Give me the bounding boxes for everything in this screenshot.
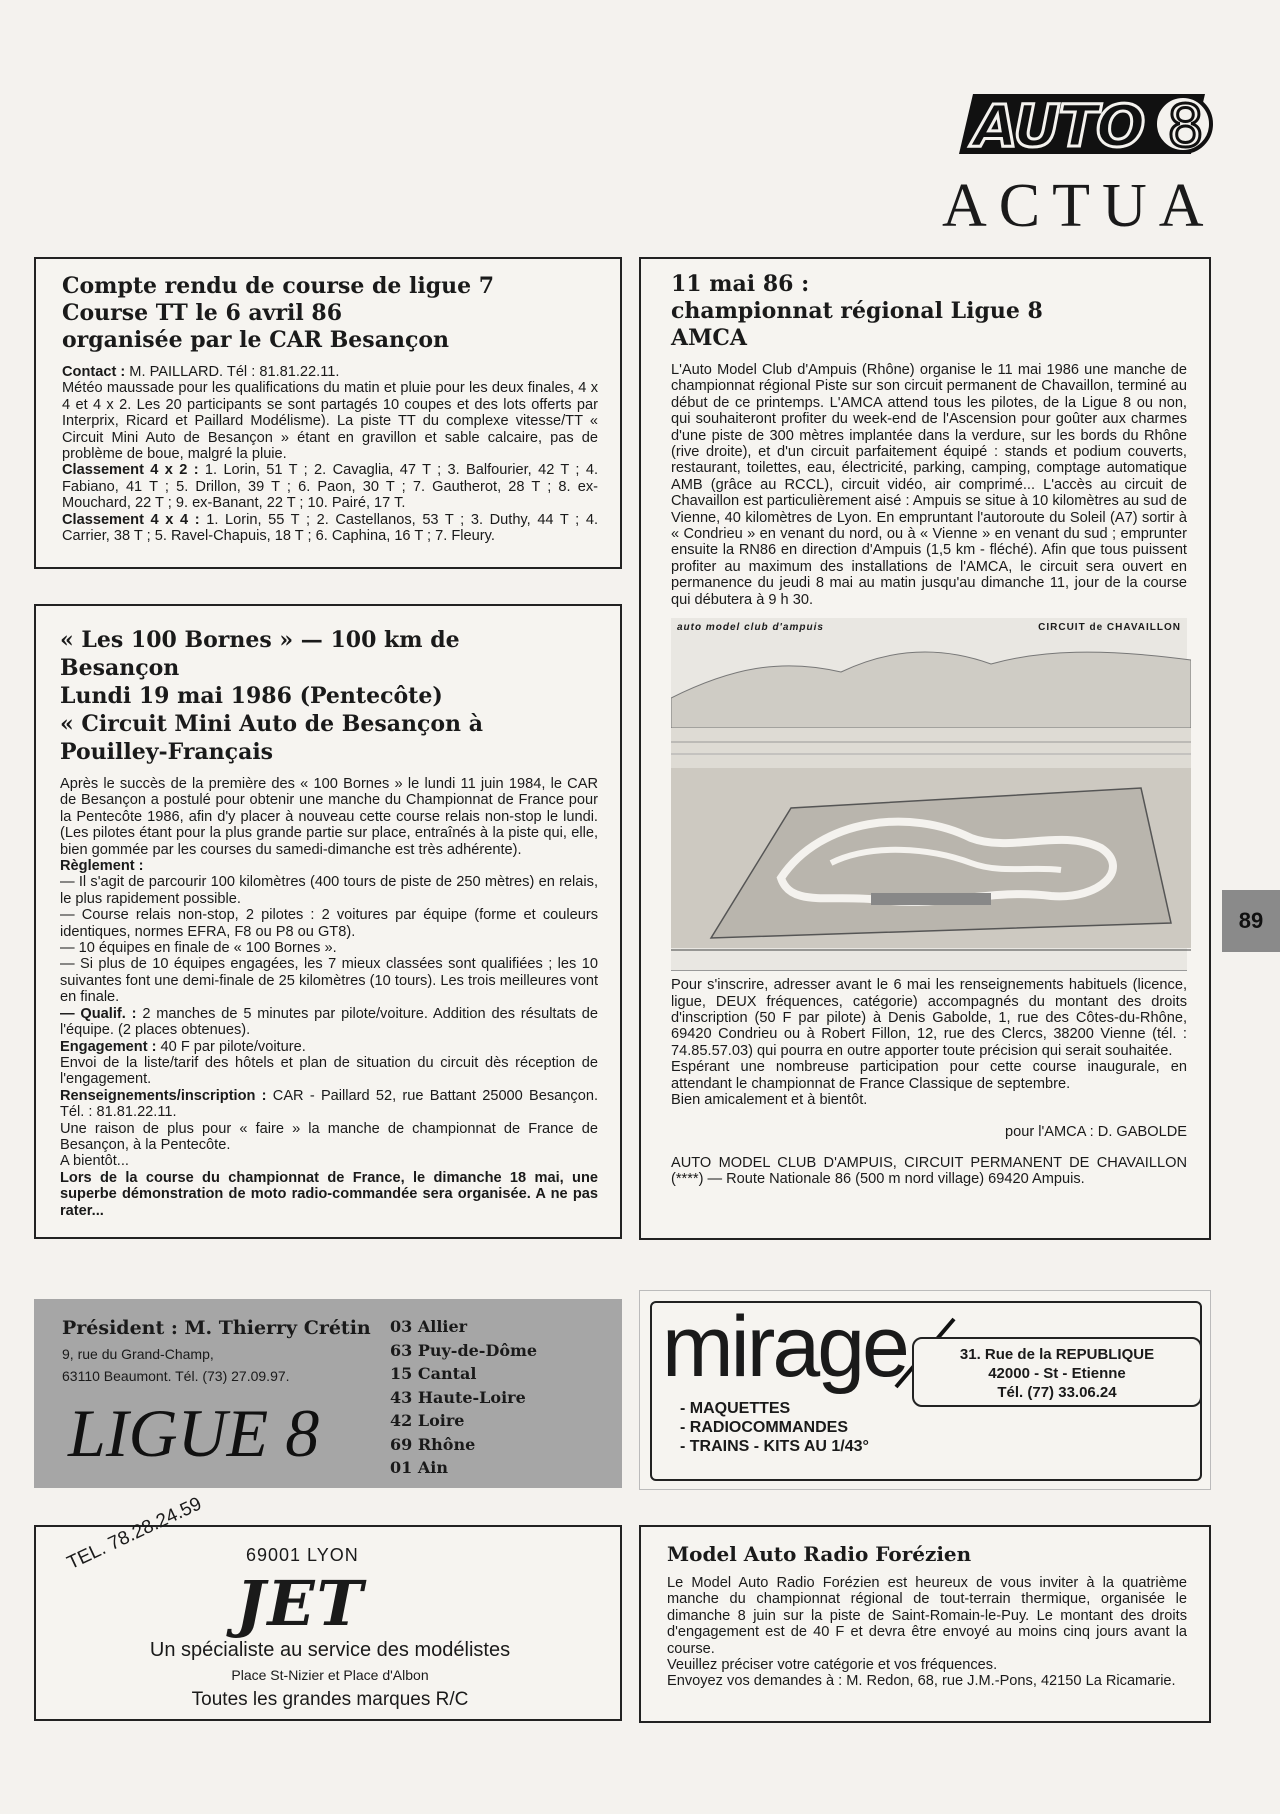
article-forezien-body: Le Model Auto Radio Forézien est heureux de vous inviter à la quatrième manche du championnat régional de tout-terrain thermique, organisée le dimanche 8 juin sur la piste de Saint-Romain-le-Puy. Le montant des droits d'engagement est de 40 F et devra être envoyé au moins cinq jours avant la course. Veuillez préciser votre catégorie et vos fréquences. Envoyez vos demandes à : M. Redon, 68, rue J.M.-Pons, 42150 La Ricamarie. [667,1575,1187,1690]
mirage-address: 31. Rue de la REPUBLIQUE 42000 - St - Etienne Tél. (77) 33.06.24 [912,1337,1202,1407]
signature: pour l'AMCA : D. GABOLDE [1004,1124,1187,1141]
auto8-logo [955,88,1220,158]
article-forezien-title: Model Auto Radio Forézien [667,1542,972,1566]
svg-text:AUTO: AUTO [973,92,1144,158]
jet-places: Place St-Nizier et Place d'Albon [231,1667,429,1683]
illustration-caption-left: auto model club d'ampuis [677,622,824,634]
article-100-bornes-title: « Les 100 Bornes » — 100 km de Besançon Lundi 19 mai 1986 (Pentecôte) « Circuit Mini Auto de Besançon à Pouilley-Français [60,627,483,765]
mirage-items: - MAQUETTES - RADIOCOMMANDES - TRAINS - KITS AU 1/43° [680,1400,869,1455]
jet-marques: Toutes les grandes marques R/C [191,1689,469,1710]
article-amca [639,257,1211,1240]
article-ligue7-body: Contact : M. PAILLARD. Tél : 81.81.22.11. Météo maussade pour les qualifications du matin et pluie pour les deux finales, 4 x 4 et 4 x 2. Les 20 participants se sont partagés 10 coupes et des lots offerts par Interprix, Ricard et Paillard Modélisme). La piste TT du complexe vitesse/TT « Circuit Mini Auto de Besançon » étant en gravillon et sable calcaire, pas de problème de boue, malgré la pluie. Classement 4 x 2 : 1. Lorin, 51 T ; 2. Cavaglia, 47 T ; 3. Balfourier, 42 T ; 4. Fabiano, 41 T ; 5. Drillon, 39 T ; 6. Paon, 30 T ; 7. Gautherot, 28 T ; 8. ex-Mouchard, 22 T ; 9. ex-Banant, 22 T ; 10. Pairé, 17 T. Classement 4 x 4 : 1. Lorin, 55 T ; 2. Castellanos, 53 T ; 3. Duthy, 44 T ; 4. Carrier, 38 T ; 5. Ravel-Chapuis, 18 T ; 6. Caphina, 16 T ; 7. Fleury. [62,364,598,545]
circuit-drawing [671,638,1191,968]
article-forezien [639,1525,1211,1723]
ligue8-address: 9, rue du Grand-Champ, 63110 Beaumont. Tél. (73) 27.09.97. [62,1346,290,1384]
jet-logo: JET [236,1567,365,1640]
ad-mirage [639,1290,1211,1490]
ad-ligue8 [34,1299,622,1488]
circuit-illustration [671,618,1187,971]
article-amca-title: 11 mai 86 : championnat régional Ligue 8 AMCA [671,271,1043,351]
ad-jet [34,1493,622,1721]
ligue8-president: Président : M. Thierry Crétin [62,1317,371,1339]
jet-city: 69001 LYON [246,1545,359,1565]
article-100-bornes-body: Après le succès de la première des « 100 Bornes » le lundi 11 juin 1984, le CAR de Besançon a postulé pour obtenir une manche du Championnat de France pour la Pentecôte 1986, afin d'y placer à nouveau cette course relais non-stop le lundi. (Les pilotes étant pour la plus grande partie sur place, entraînés à la piste qui, elle, bien gommée par les courses du samedi-dimanche est très adhérente). Règlement : — Il s'agit de parcourir 100 kilomètres (400 tours de piste de 250 mètres) en relais, le plus rapidement possible. — Course relais non-stop, 2 pilotes : 2 voitures par équipe (forme et couleurs identiques, normes EFRA, F8 ou P8 ou GT8). — 10 équipes en finale de « 100 Bornes ». — Si plus de 10 équipes engagées, les 7 mieux classées sont qualifiées ; les 10 suivantes font une demi-finale de 25 kilomètres (10 tours). Les trois meilleures vont en finale. — Qualif. : 2 manches de 5 minutes par pilote/voiture. Addition des résultats de l'équipe. (2 places obtenues). Engagement : 40 F par pilote/voiture. Envoi de la liste/tarif des hôtels et plan de situation du circuit dès réception de l'engagement. Renseignements/inscription : CAR - Paillard 52, rue Battant 25000 Besançon. Tél. : 81.81.22.11. Une raison de plus pour « faire » la manche de championnat de France de Besançon, à la Pentecôte. A bientôt... Lors de la course du championnat de France, le dimanche 18 mai, une superbe démonstration de moto radio-commandée sera organisée. A ne pas rater... [60,776,599,1219]
jet-phone: TEL. 78.28.24.59 [64,1493,205,1575]
svg-text:8: 8 [1167,92,1204,158]
ligue8-logo: LIGUE 8 [68,1395,320,1471]
article-amca-inscription: Pour s'inscrire, adresser avant le 6 mai les renseignements habituels (licence, ligue, DEUX fréquences, catégorie) accompagnés du montant des droits d'inscription (50 F par pilote) à Denis Gabolde, 1, rue des Côtes-du-Rhône, 69420 Condrieu ou à Robert Fillon, 12, rue des Clercs, 38200 Vienne (tél. : 74.85.57.03) qui pourra en outre apporter toute précision qui serait souhaitée. Espérant une nombreuse participation pour cette course inaugurale, en attendant le championnat de France Classique de septembre. Bien amicalement et à bientôt. pour l'AMCA : D. GABOLDE AUTO MODEL CLUB D'AMPUIS, CIRCUIT PERMANENT DE CHAVAILLON (****) — Route Nationale 86 (500 m nord village) 69420 Ampuis. [671,977,1187,1188]
ligue8-departments: 03 Allier 63 Puy-de-Dôme 15 Cantal 43 Haute-Loire 42 Loire 69 Rhône 01 Ain [390,1317,538,1477]
article-ligue7-title: Compte rendu de course de ligue 7 Course TT le 6 avril 86 organisée par le CAR Besançon [62,273,495,353]
jet-tagline: Un spécialiste au service des modélistes [149,1639,511,1661]
section-title: ACTUA [942,172,1216,240]
article-amca-body: L'Auto Model Club d'Ampuis (Rhône) organise le 11 mai 1986 une manche de championnat régional Piste sur son circuit permanent de Chavaillon, terminé au début de ce printemps. L'AMCA attend tous les pilotes, de la Ligue 8 ou non, qui souhaiteront profiter du week-end de l'Ascension pour goûter aux charmes d'une piste de 300 mètres implantée dans la verdure, sur les bords du Rhône (rive droite), et d'un circuit parfaitement équipé : stands et podium couverts, restaurant, toilettes, eau, électricité, parking, camping, comptage automatique AMB (grâce au RCCL), circuit vidéo, air comprimé... L'accès au circuit de Chavaillon est particulièrement aisé : Ampuis se situe à 10 kilomètres au sud de Vienne, 40 kilomètres de Lyon. En empruntant l'autoroute du Soleil (A7) sortir à « Condrieu » en venant du nord, ou à « Vienne » en venant du sud ; emprunter ensuite la RN86 en direction d'Ampuis (1,5 km - fléché). Afin que tous puissent profiter au maximum des installations de l'AMCA, le circuit sera ouvert en permanence du jeudi 8 mai au matin jusqu'au dimanche 11, jour de la course qui débutera à 9 h 30. [671,362,1187,608]
mirage-brand: mirage [662,1299,907,1395]
article-ligue7 [34,257,622,569]
club-footer: AUTO MODEL CLUB D'AMPUIS, CIRCUIT PERMANENT DE CHAVAILLON (****) — Route Nationale 86 (500 m nord village) 69420 Ampuis. [671,1154,1187,1188]
illustration-caption-right: CIRCUIT de CHAVAILLON [1038,622,1181,634]
article-100-bornes [34,604,622,1239]
page-number-tab: 89 [1222,890,1280,952]
